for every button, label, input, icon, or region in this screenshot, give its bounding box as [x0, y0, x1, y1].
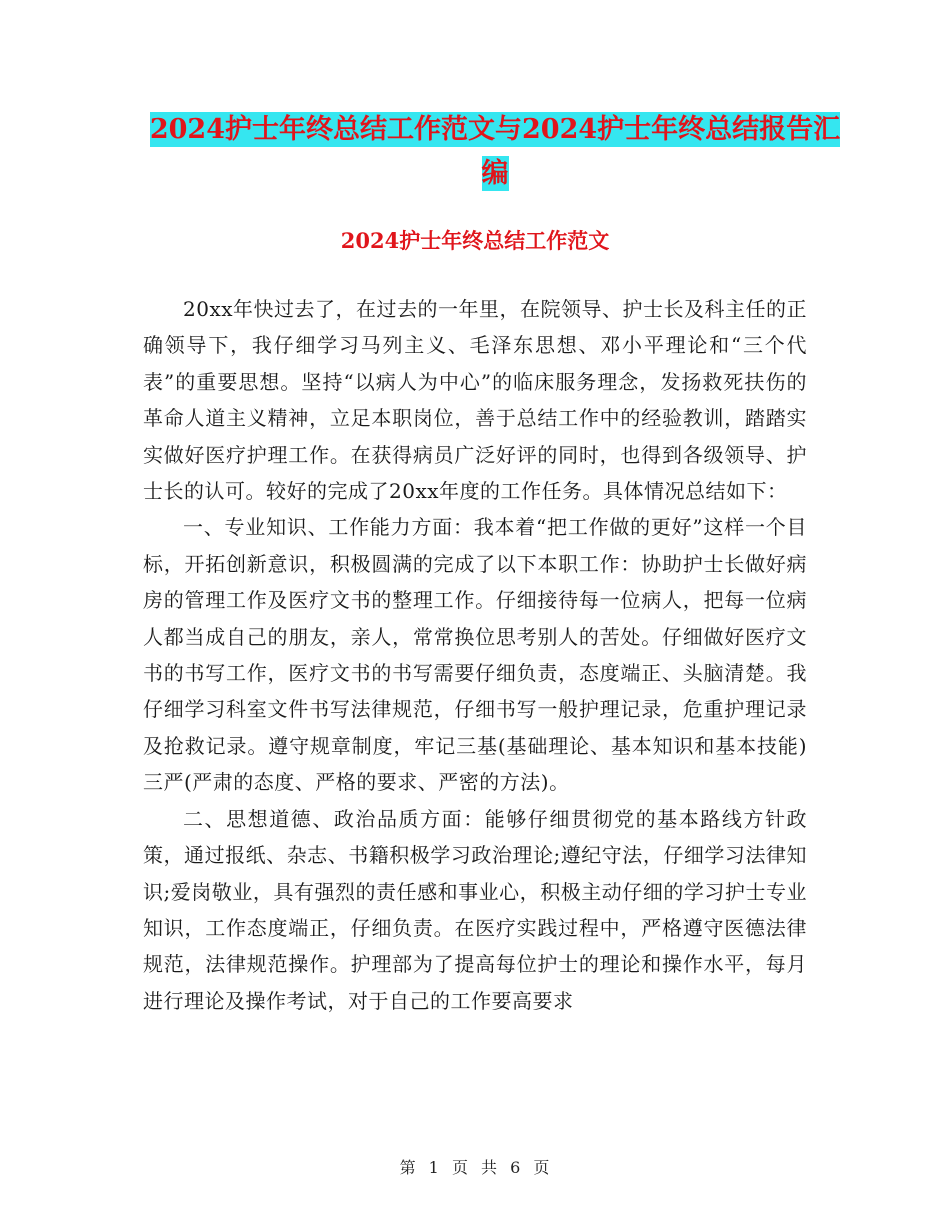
paragraph-ideology-morality: 二、思想道德、政治品质方面：能够仔细贯彻党的基本路线方针政策，通过报纸、杂志、书籍积极学习政治理论;遵纪守法，仔细学习法律知识;爱岗敬业，具有强烈的责任感和事业心，积极主动仔细的学习护士专业知识，工作态度端正，仔细负责。在医疗实践过程中，严格遵守医德法律规范，法律规范操作。护理部为了提高每位护士的理论和操作水平，每月进行理论及操作考试，对于自己的工作要高要求	[143, 806, 807, 1013]
section-title: 2024护士年终总结工作范文	[340, 228, 610, 253]
paragraph-professional-knowledge: 一、专业知识、工作能力方面：我本着“把工作做的更好”这样一个目标，开拓创新意识，积极圆满的完成了以下本职工作：协助护士长做好病房的管理工作及医疗文书的整理工作。仔细接待每一位病人，把每一位病人都当成自己的朋友，亲人，常常换位思考别人的苦处。仔细做好医疗文书的书写工作，医疗文书的书写需要仔细负责，态度端正、头脑清楚。我仔细学习科室文件书写法律规范，仔细书写一般护理记录，危重护理记录及抢救记录。遵守规章制度，牢记三基(基础理论、基本知识和基本技能)三严(严肃的态度、严格的要求、严密的方法)。	[143, 515, 807, 795]
paragraph-intro: 20xx年快过去了，在过去的一年里，在院领导、护士长及科主任的正确领导下，我仔细学习马列主义、毛泽东思想、邓小平理论和“三个代表”的重要思想。坚持“以病人为中心”的临床服务理念，发扬救死扶伤的革命人道主义精神，立足本职岗位，善于总结工作中的经验教训，踏踏实实做好医疗护理工作。在获得病员广泛好评的同时，也得到各级领导、护士长的认可。较好的完成了20xx年度的工作任务。具体情况总结如下：	[143, 297, 808, 504]
document-title	[140, 108, 850, 196]
document-body	[143, 291, 807, 1019]
page-number-footer: 第 1 页 共 6 页	[399, 1158, 551, 1177]
document-title-highlight: 2024护士年终总结工作范文与2024护士年终总结报告汇编	[149, 114, 841, 189]
